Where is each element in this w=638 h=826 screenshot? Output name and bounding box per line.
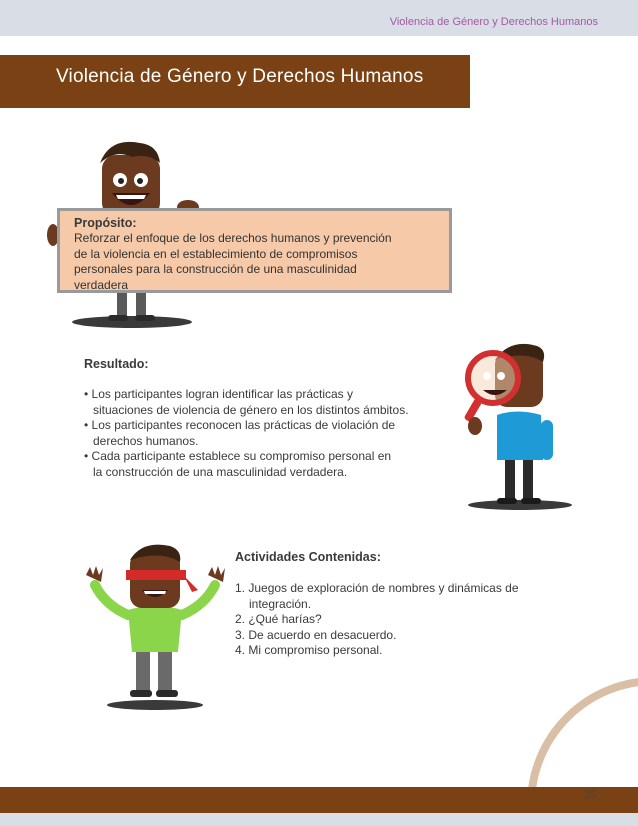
activities-heading: Actividades Contenidas: <box>235 550 381 564</box>
purpose-line: Reforzar el enfoque de los derechos humanos y prevención <box>74 231 392 245</box>
bullet-line: • Cada participante establece su compromiso personal en <box>84 449 392 463</box>
man-with-magnifier-icon <box>455 340 580 515</box>
bullet-line: • Los participantes reconocen las prácticas de violación de <box>84 418 396 432</box>
result-section <box>84 357 464 480</box>
activity-item: 4. Mi compromiso personal. <box>235 643 383 657</box>
page-number: 35 <box>584 787 596 801</box>
activity-item: 2. ¿Qué harías? <box>235 612 322 626</box>
bottom-band <box>0 813 638 826</box>
activity-line: 1. Juegos de exploración de nombres y dinámicas de <box>235 581 519 595</box>
blindfolded-man-icon <box>80 540 230 715</box>
result-bullet <box>84 387 464 418</box>
running-header: Violencia de Género y Derechos Humanos <box>389 16 598 28</box>
result-bullet <box>84 449 464 480</box>
purpose-line: personales para la construcción de una masculinidad <box>74 262 357 276</box>
result-heading: Resultado: <box>84 357 149 371</box>
purpose-line: de la violencia en el establecimiento de compromisos <box>74 246 358 261</box>
purpose-heading: Propósito: <box>74 216 137 230</box>
activity-item: 3. De acuerdo en desacuerdo. <box>235 627 397 642</box>
footer-bar <box>0 787 638 813</box>
activity-line: integración. <box>249 596 312 611</box>
purpose-box <box>57 208 452 293</box>
bullet-line: derechos humanos. <box>93 433 199 448</box>
bullet-line: • Los participantes logran identificar las prácticas y <box>84 387 353 401</box>
bullet-line: situaciones de violencia de género en los distintos ámbitos. <box>93 402 409 417</box>
result-bullet <box>84 418 464 449</box>
activities-section <box>235 550 580 659</box>
bullet-line: la construcción de una masculinidad verdadera. <box>93 464 348 479</box>
purpose-line: verdadera <box>74 277 129 292</box>
page-title: Violencia de Género y Derechos Humanos <box>56 66 424 87</box>
activity-item <box>235 581 580 612</box>
